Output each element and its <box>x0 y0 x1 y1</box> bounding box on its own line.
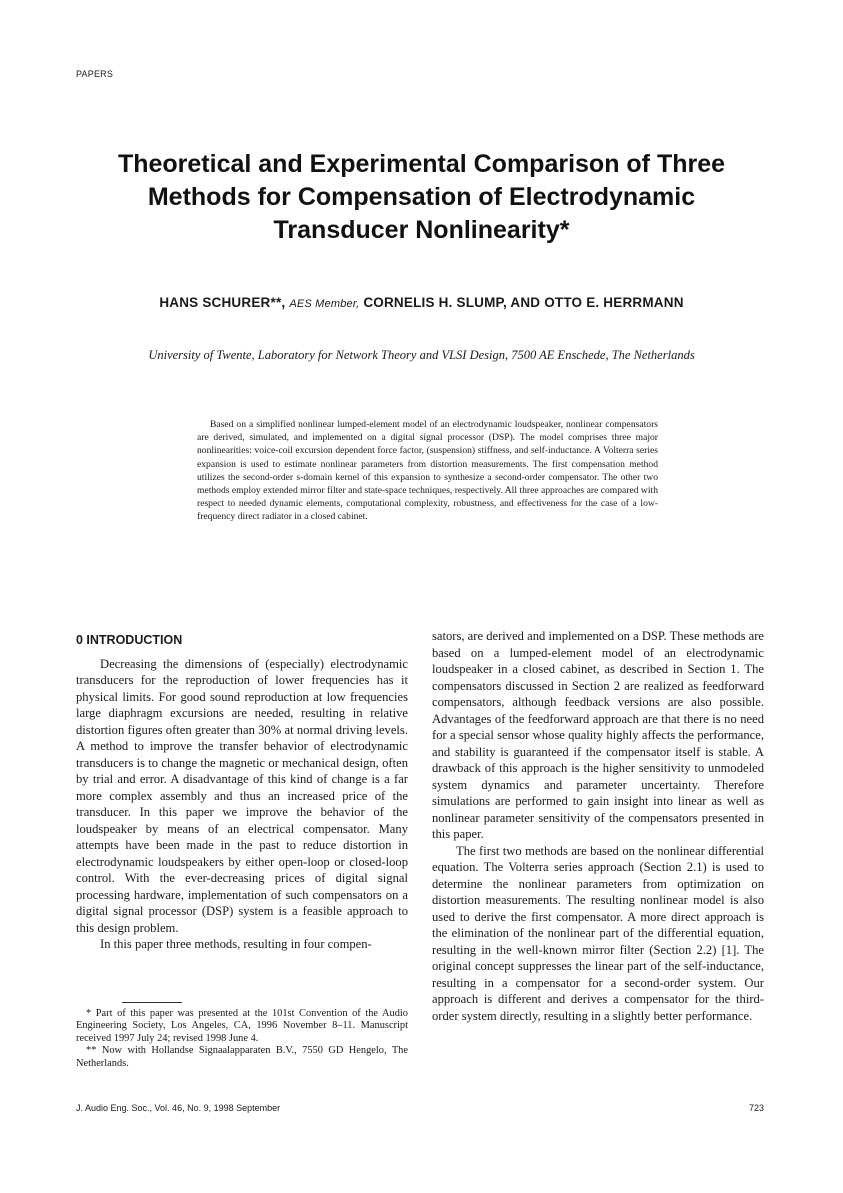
paragraph: The first two methods are based on the nonlinear differential equation. The Volterra series approach (Section 2.1) is used to determine the nonlinear parameters from optimization on distortion measurements. The resulting nonlinear model is also used to derive the first compensator. A more direct approach is the elimination of the nonlinear part of the differential equation, resulting in the well-known mirror filter (Section 2.2) [1]. The original concept suppresses the linear part of the self-inductance, resulting in a compensator for a second-order system. Our approach is different and derives a compensator for the third-order system directly, resulting in a slightly better performance. <box>432 843 764 1023</box>
author-line <box>60 295 783 310</box>
paragraph: Decreasing the dimensions of (especially) electrodynamic transducers for the reproduction of lower frequencies has it physical limits. For good sound reproduction at low frequencies large diaphragm excursions are needed, resulting in relative distortion figures often greater than 30% at normal driving levels. A method to improve the transfer behavior of electrodynamic transducers is to change the magnetic or mechanical design, often by trial and error. A disadvantage of this kind of change is a far more complex assembly and thus an increased price of the transducer. In this paper we improve the behavior of the loudspeaker by means of an electrical compensator. Many attempts have been made in the past to reduce distortion in electrodynamic loudspeakers by either open-loop or closed-loop control. With the ever-decreasing prices of digital signal processing hardware, implementation of such compensators on a digital signal processor (DSP) system is a feasible approach to this design problem. <box>76 656 408 935</box>
paragraph: In this paper three methods, resulting in four compen- <box>100 937 372 951</box>
section-label: PAPERS <box>76 69 114 79</box>
title-line-2: Methods for Compensation of Electrodynamic <box>147 183 696 211</box>
right-column <box>432 628 764 1024</box>
page-number: 723 <box>748 1103 764 1113</box>
title-line-1: Theoretical and Experimental Comparison of Three <box>117 150 726 178</box>
author-name-1: HANS SCHURER**, <box>159 295 286 310</box>
affiliation: University of Twente, Laboratory for Network Theory and VLSI Design, 7500 AE Enschede, The Netherlands <box>148 348 695 362</box>
section-heading: 0 INTRODUCTION <box>76 633 183 647</box>
left-column <box>76 632 408 953</box>
footnote: ** Now with Hollandse Signaalapparaten B.V., 7550 GD Hengelo, The Netherlands. <box>76 1045 408 1069</box>
journal-citation: J. Audio Eng. Soc., Vol. 46, No. 9, 1998 September <box>76 1103 281 1113</box>
footnote-divider <box>122 1002 182 1003</box>
paragraph: sators, are derived and implemented on a DSP. These methods are based on a lumped-element model of an electrodynamic loudspeaker in a closed cabinet, as described in Section 1. The compensators discussed in Section 2 are realized as feedforward compensators, although feedback versions are also possible. Advantages of the feedforward approach are that there is no need for a special sensor whose quality highly affects the performance, and stability is guaranteed if the compensator itself is stable. A drawback of this approach is the higher sensitivity to unmodeled system dynamics and parameter uncertainty. Therefore simulations are performed to gain insight into linear as well as nonlinear parameter sensitivity of the compensators presented in this paper. <box>432 629 765 841</box>
paper-title <box>60 148 783 247</box>
title-line-3: Transducer Nonlinearity* <box>273 216 570 244</box>
footnote: * Part of this paper was presented at the 101st Convention of the Audio Engineering Society, Los Angeles, CA, 1996 November 8–11. Manuscript received 1997 July 24; revised 1998 June 4. <box>76 1008 408 1044</box>
author-names-rest: CORNELIS H. SLUMP, AND OTTO E. HERRMANN <box>363 295 684 310</box>
author-membership: AES Member, <box>289 298 360 310</box>
footnotes <box>76 1008 408 1070</box>
abstract: Based on a simplified nonlinear lumped-element model of an electrodynamic loudspeaker, nonlinear compensators are derived, simulated, and implemented on a digital signal processor (DSP). The model comprises three major nonlinearities: voice-coil excursion dependent force factor, (suspension) stiffness, and self-inductance. A Volterra series expansion is used to estimate nonlinear parameters from distortion measurements. The first compensation method utilizes the second-order s-domain kernel of this expansion to synthesize a second-order compensator. The other two methods employ extended mirror filter and state-space techniques, respectively. All three approaches are compared with respect to needed dynamic elements, computational complexity, robustness, and effectiveness for the case of a low-frequency direct radiator in a closed cabinet. <box>197 419 658 523</box>
page-footer <box>76 1103 764 1113</box>
